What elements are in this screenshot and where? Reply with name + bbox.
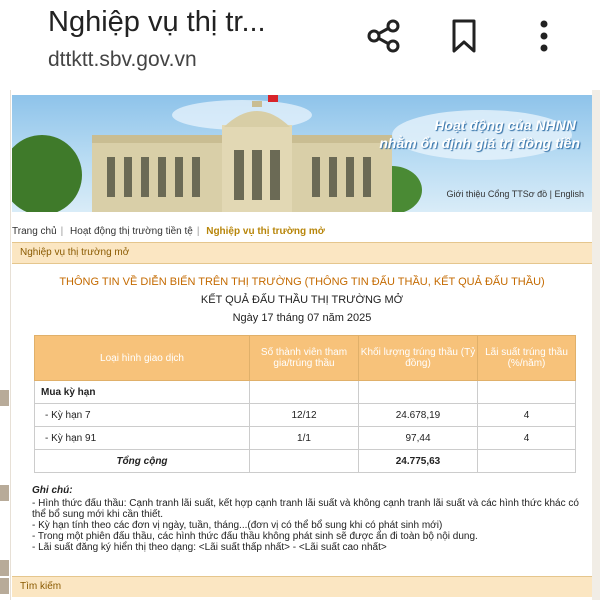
more-vert-icon[interactable] (524, 16, 564, 56)
result-date: Ngày 17 tháng 07 năm 2025 (232, 312, 372, 324)
note-item: - Trong một phiên đấu thầu, các hình thức đấu thầu không phát sinh sẽ được ẩn đi toàn bộ nội dung. (32, 531, 478, 542)
row-members: 1/1 (250, 427, 359, 450)
search-section-header (12, 576, 592, 597)
page-url[interactable]: dttktt.sbv.gov.vn (48, 48, 197, 71)
note-item: - Hình thức đấu thầu: Cạnh tranh lãi suất, kết hợp cạnh tranh lãi suất và không cạnh tranh lãi suất và các hình thức khác có thể bổ sung mới khi cần thiết. (32, 498, 579, 520)
banner-subheadline: nhằm ổn định giá trị đồng tiền (379, 135, 580, 151)
breadcrumb: Trang chủ | Hoạt động thị trường tiền tệ | Nghiệp vụ thị trường mở (12, 226, 325, 237)
notes-heading: Ghi chú: (32, 485, 73, 496)
table-row-total (35, 450, 576, 473)
col-header-type: Loại hình giao dịch (35, 336, 250, 381)
banner-headline: Hoạt động của NHNN (434, 117, 576, 133)
table-row (35, 404, 576, 427)
total-label: Tổng cộng (35, 450, 250, 473)
row-members: 12/12 (250, 404, 359, 427)
row-term: - Kỳ hạn 7 (35, 404, 250, 427)
breadcrumb-money-market[interactable]: Hoạt động thị trường tiền tệ (70, 226, 193, 237)
table-row (35, 427, 576, 450)
bookmark-icon[interactable] (444, 16, 484, 56)
breadcrumb-home[interactable]: Trang chủ (12, 226, 57, 237)
content-header (12, 270, 592, 324)
section-header (12, 242, 592, 264)
auction-results-table (34, 335, 576, 473)
col-header-members: Số thành viên tham gia/trúng thầu (250, 336, 359, 381)
note-item: - Kỳ hạn tính theo các đơn vị ngày, tuần, tháng...(đơn vị có thể bổ sung khi có phát sinh mới) (32, 520, 443, 531)
group-label: Mua kỳ hạn (35, 381, 250, 404)
row-rate: 4 (478, 427, 576, 450)
section-title: Nghiệp vụ thị trường mở (20, 247, 130, 258)
site-banner (12, 95, 592, 212)
total-value: 24.775,63 (359, 450, 478, 473)
col-header-volume: Khối lượng trúng thầu (Tỷ đồng) (359, 336, 478, 381)
result-subtitle: KẾT QUẢ ĐẤU THẦU THỊ TRƯỜNG MỞ (200, 294, 404, 306)
note-item: - Lãi suất đăng ký hiển thị theo dạng: <Lãi suất thấp nhất> - <Lãi suất cao nhất> (32, 542, 387, 553)
breadcrumb-current[interactable]: Nghiệp vụ thị trường mở (206, 226, 325, 237)
table-row-group (35, 381, 576, 404)
row-volume: 97,44 (359, 427, 478, 450)
left-page-strip (0, 90, 11, 600)
search-title: Tìm kiếm (20, 581, 62, 592)
row-term: - Kỳ hạn 91 (35, 427, 250, 450)
page-title: Nghiệp vụ thị tr... (48, 6, 266, 38)
share-icon[interactable] (364, 16, 404, 56)
row-volume: 24.678,19 (359, 404, 478, 427)
row-rate: 4 (478, 404, 576, 427)
info-title: THÔNG TIN VỀ DIỄN BIẾN TRÊN THỊ TRƯỜNG (THÔNG TIN ĐẤU THẦU, KẾT QUẢ ĐẤU THẦU) (59, 276, 545, 288)
col-header-rate: Lãi suất trúng thầu (%/năm) (478, 336, 576, 381)
banner-links[interactable]: Giới thiệu Cổng TTSơ đồ | English (446, 189, 584, 199)
browser-bar (0, 0, 600, 90)
notes-section (32, 485, 580, 553)
right-page-strip (592, 90, 600, 600)
